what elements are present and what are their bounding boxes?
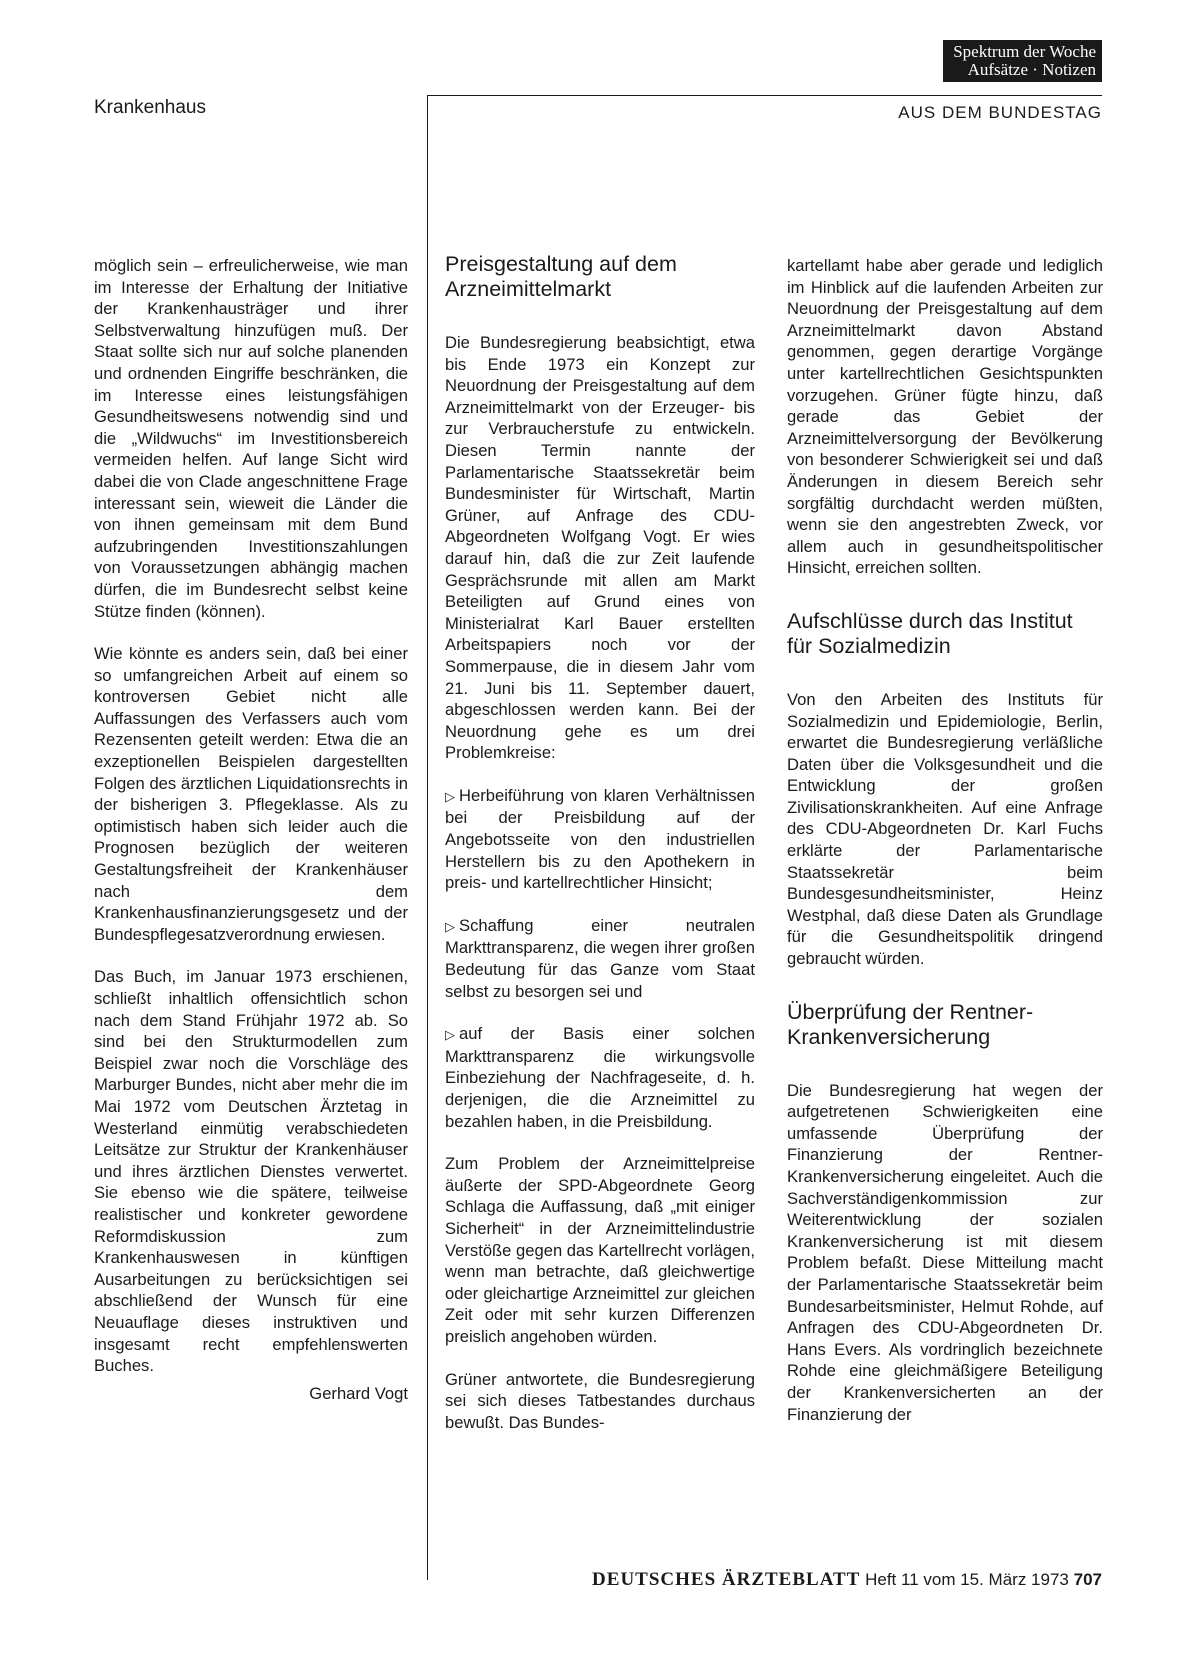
paragraph: Die Bundesregierung hat wegen der aufgetretenen Schwierigkeiten eine umfassende Überprüfung der Finanzierung der Rentner-Krankenversicherung eingeleitet. Auch die Sachverständigenkommission zur Weiterentwicklung der sozialen Krankenversicherung ist mit diesem Problem befaßt. Diese Mitteilung macht der Parlamentarische Staatssekretär beim Bundesarbeitsminister, Helmut Rohde, auf Anfragen des CDU-Abgeordneten Dr. Hans Evers. Als vordringlich bezeichnete Rohde eine gleichmäßigere Beteiligung der Krankenversicherten an der Finanzierung der [787, 1080, 1103, 1424]
bullet-item [445, 915, 755, 1002]
top-rule [427, 95, 1102, 96]
column-middle [445, 252, 755, 1454]
paragraph: kartellamt habe aber gerade und lediglich im Hinblick auf die laufenden Arbeiten zur Neuordnung der Preisgestaltung auf dem Arzneimittelmarkt davon Abstand genommen, gegen derartige Vorgänge unter kartellrechtlichen Gesichtspunkten vorzugehen. Grüner fügte hinzu, daß gerade das Gebiet der Arzneimittelversorgung der Bevölkerung von besonderer Schwierigkeit sei und daß Änderungen in diesem Bereich sehr sorgfältig durchdacht werden müßten, wenn sie den angestrebten Zweck, vor allem auch in gesundheitspolitischer Hinsicht, erreichen sollten. [787, 256, 1103, 578]
article-title: Überprüfung der Rentner-Krankenversicherung [787, 999, 1034, 1049]
bullet-item [445, 1023, 755, 1132]
bullet-text: Schaffung einer neutralen Markttransparenz, die wegen ihrer großen Bedeutung für das Ganze vom Staat selbst zu besorgen sei und [445, 915, 755, 1001]
article-title: Preisgestaltung auf dem Arzneimittelmarkt [445, 252, 677, 301]
page-number: 707 [1073, 1570, 1102, 1589]
column-divider [427, 95, 428, 1580]
bullet-item [445, 785, 755, 894]
paragraph: Grüner antwortete, die Bundesregierung sei sich dieses Tatbestandes durchaus bewußt. Das Bundes- [445, 1369, 755, 1432]
article-title: Aufschlüsse durch das Institut für Sozialmedizin [787, 608, 1073, 658]
running-head-left: Krankenhaus [94, 97, 206, 118]
paragraph: Die Bundesregierung beabsichtigt, etwa bis Ende 1973 ein Konzept zur Neuordnung der Preisgestaltung auf dem Arzneimittelmarkt von der Erzeuger- bis zur Verbraucherstufe zu entwickeln. Diesen Termin nannte der Parlamentarische Staatssekretär beim Bundesminister für Wirtschaft, Martin Grüner, auf Anfrage des CDU-Abgeordneten Wolfgang Vogt. Er wies darauf hin, daß die zur Zeit laufende Gesprächsrunde mit allen am Markt Beteiligten auf Grund eines von Ministerialrat Karl Bauer erstellten Arbeitspapiers noch vor der Sommerpause, die in diesem Jahr vom 21. Juni bis 11. September dauert, abgeschlossen werden kann. Bei der Neuordnung gehe es um drei Problemkreise: [445, 333, 755, 763]
column-left [94, 255, 408, 1404]
running-head-right: AUS DEM BUNDESTAG [898, 103, 1102, 122]
column-right [787, 255, 1103, 1446]
paragraph: Zum Problem der Arzneimittelpreise äußerte der SPD-Abgeordnete Georg Schlaga die Auffassung, daß „mit einiger Sicherheit“ in der Arzneimittelindustrie Verstöße gegen das Kartellrecht vorlägen, wenn man betrachte, daß gleichwertige oder gleichartige Arzneimittel zur gleichen Zeit oder mit sehr kurzen Differenzen preislich angehoben würden. [445, 1154, 755, 1346]
paragraph: Das Buch, im Januar 1973 erschienen, schließt inhaltlich offensichtlich schon nach dem Stand Frühjahr 1972 ab. So sind bei den Strukturmodellen zum Beispiel zwar noch die Vorschläge des Marburger Bundes, nicht aber mehr die im Mai 1972 vom Deutschen Ärztetag in Westerland einmütig verabschiedeten Leitsätze zur Struktur der Krankenhäuser und ihres ärztlichen Dienstes verwertet. Sie ebenso wie die spätere, teilweise realistischer und konkreter gewordene Reformdiskussion zum Krankenhauswesen in künftigen Ausarbeitungen zu berücksichtigen sei abschließend der Wunsch für eine Neuauflage dieses instruktiven und insgesamt recht empfehlenswerten Buches. [94, 967, 408, 1376]
triangle-bullet-icon: ▷ [445, 918, 455, 934]
bullet-text: Herbeiführung von klaren Verhältnissen bei der Preisbildung auf der Angebotsseite von den industriellen Herstellern bis zu den Apothekern in preis- und kartellrechtlicher Hinsicht; [445, 785, 755, 893]
section-label-box [943, 40, 1102, 82]
issue-info: Heft 11 vom 15. März 1973 [865, 1570, 1069, 1589]
section-label-line2: Aufsätze · Notizen [967, 60, 1096, 79]
journal-name: DEUTSCHES ÄRZTEBLATT [592, 1569, 861, 1590]
author-signature: Gerhard Vogt [309, 1383, 408, 1403]
paragraph: Von den Arbeiten des Instituts für Sozialmedizin und Epidemiologie, Berlin, erwartet die Bundesregierung verläßliche Daten über die Volksgesundheit und die Entwicklung der großen Zivilisationskrankheiten. Auf eine Anfrage des CDU-Abgeordneten Dr. Karl Fuchs erklärte der Parlamentarische Staatssekretär beim Bundesgesundheitsminister, Heinz Westphal, daß diese Daten als Grundlage für die Gesundheitspolitik dringend gebraucht würden. [787, 689, 1103, 969]
section-label-line1: Spektrum der Woche [953, 42, 1096, 61]
triangle-bullet-icon: ▷ [445, 788, 455, 804]
triangle-bullet-icon: ▷ [445, 1027, 455, 1043]
paragraph: Wie könnte es anders sein, daß bei einer so umfangreichen Arbeit auf einem so kontroversen Gebiet nicht alle Auffassungen des Verfassers auch vom Rezensenten geteilt werden: Etwa die an exzeptionellen Beispielen dargestellten Folgen des ärztlichen Liquidationsrechts in der bisherigen 3. Pflegeklasse. Als zu optimistisch haben sich leider auch die Prognosen bezüglich der weiteren Gestaltungsfreiheit der Krankenhäuser nach dem Krankenhausfinanzierungsgesetz und der Bundespflegesatzverordnung erwiesen. [94, 644, 408, 944]
page-footer [592, 1569, 1102, 1591]
paragraph: möglich sein – erfreulicherweise, wie man im Interesse der Erhaltung der Initiative der Krankenhausträger und ihrer Selbstverwaltung hinzufügen muß. Der Staat sollte sich nur auf solche planenden und ordnenden Eingriffe beschränken, die im Interesse eines leistungsfähigen Gesundheitswesens notwendig sind und die „Wildwuchs“ im Investitionsbereich vermeiden helfen. Auf lange Sicht wird dabei die von Clade angeschnittene Frage interessant sein, wieweit die Länder die von ihnen gemeinsam mit dem Bund aufzubringenden Investitionszahlungen von Voraussetzungen abhängig machen dürfen, die im Bundesrecht selbst keine Stütze finden (können). [94, 256, 408, 621]
bullet-text: auf der Basis einer solchen Markttransparenz die wirkungsvolle Einbeziehung der Nachfrageseite, d. h. derjenigen, die die Arzneimittel zu bezahlen haben, in die Preisbildung. [445, 1024, 755, 1131]
